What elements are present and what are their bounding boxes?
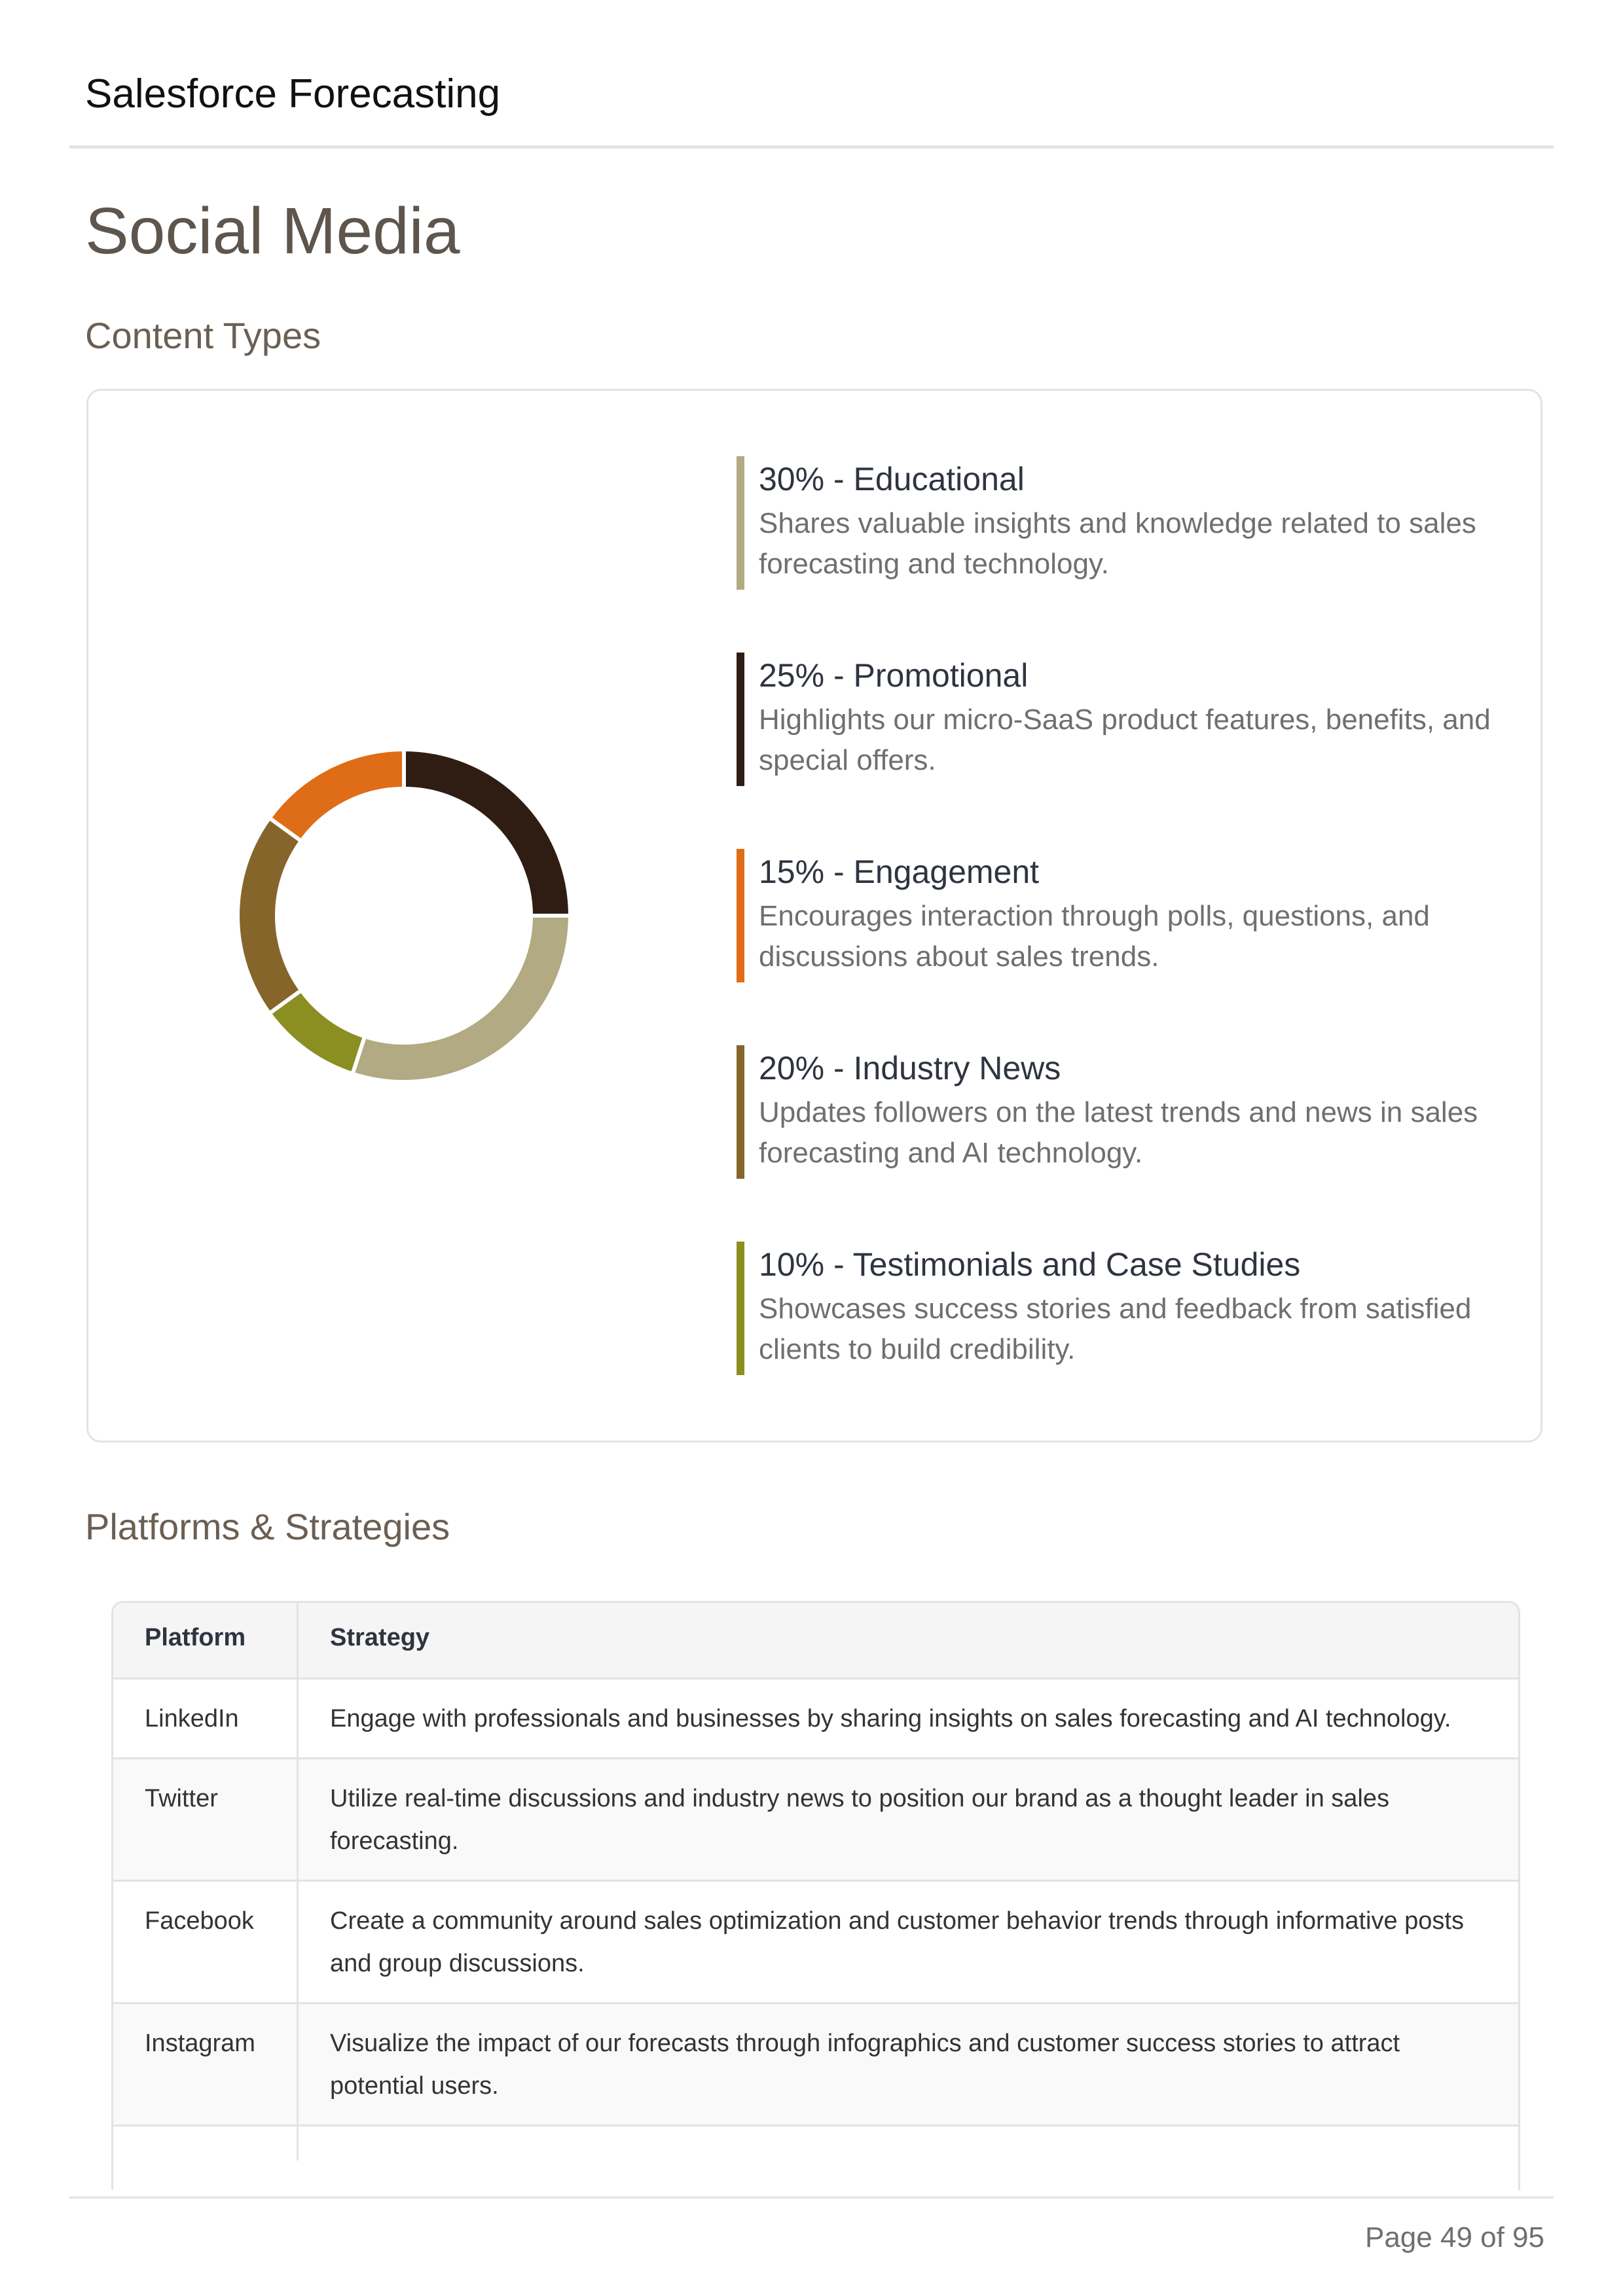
strategy-cell: Engage with professionals and businesses by sharing insights on sales forecasting and AI technology. <box>298 1679 1519 1759</box>
platform-cell: Twitter <box>113 1759 298 1881</box>
legend-color-bar <box>737 1242 744 1375</box>
legend-description: Encourages interaction through polls, questions, and discussions about sales trends. <box>759 900 1430 973</box>
empty-cell <box>298 2126 1519 2161</box>
legend-title: 20% - Industry News <box>759 1050 1061 1086</box>
empty-cell <box>113 2126 298 2161</box>
header-divider <box>69 145 1554 149</box>
legend-color-bar <box>737 653 744 786</box>
legend-item <box>737 1242 1522 1375</box>
page-number: Page 49 of 95 <box>1364 2221 1544 2253</box>
legend-color-bar <box>737 849 744 982</box>
page-title: Social Media <box>85 194 460 268</box>
table-row <box>113 2003 1518 2126</box>
footer-divider <box>69 2197 1554 2198</box>
platforms-table <box>111 1601 1520 2190</box>
donut-slice-educational <box>353 916 570 1082</box>
legend-title: 30% - Educational <box>759 461 1025 497</box>
content-types-card <box>86 389 1542 1443</box>
legend-title: 25% - Promotional <box>759 657 1029 694</box>
strategy-cell: Create a community around sales optimization and customer behavior trends through informative posts and group discussions. <box>298 1881 1519 2003</box>
legend-color-bar <box>737 456 744 590</box>
donut-slice-industry-news <box>238 818 301 1014</box>
legend-item <box>737 849 1522 982</box>
legend-description: Highlights our micro-SaaS product features, benefits, and special offers. <box>759 704 1491 776</box>
section-title-content-types: Content Types <box>85 315 321 356</box>
table-row <box>113 1679 1518 1759</box>
legend-item <box>737 456 1522 590</box>
table-row-continued <box>113 2126 1518 2161</box>
strategy-cell: Utilize real-time discussions and industry news to position our brand as a thought leader in sales forecasting. <box>298 1759 1519 1881</box>
document-header-title: Salesforce Forecasting <box>85 71 501 117</box>
legend-item <box>737 653 1522 786</box>
column-header-strategy: Strategy <box>298 1603 1519 1679</box>
legend-description: Updates followers on the latest trends and news in sales forecasting and AI technology. <box>759 1096 1478 1169</box>
legend-description: Shares valuable insights and knowledge related to sales forecasting and technology. <box>759 507 1476 580</box>
table-row <box>113 1881 1518 2003</box>
platform-cell: Facebook <box>113 1881 298 2003</box>
legend-item <box>737 1045 1522 1179</box>
platform-cell: Instagram <box>113 2003 298 2126</box>
table-header-row <box>113 1603 1518 1679</box>
legend-description: Showcases success stories and feedback from satisfied clients to build credibility. <box>759 1293 1472 1365</box>
donut-chart <box>226 738 582 1094</box>
table-row <box>113 1759 1518 1881</box>
donut-slice-engagement <box>270 749 404 841</box>
legend-title: 10% - Testimonials and Case Studies <box>759 1246 1301 1283</box>
section-title-platforms: Platforms & Strategies <box>85 1506 450 1547</box>
chart-legend <box>737 456 1522 1438</box>
donut-slice-promotional <box>404 749 570 916</box>
legend-title: 15% - Engagement <box>759 853 1040 890</box>
column-header-platform: Platform <box>113 1603 298 1679</box>
legend-color-bar <box>737 1045 744 1179</box>
platform-cell: LinkedIn <box>113 1679 298 1759</box>
strategy-cell: Visualize the impact of our forecasts through infographics and customer success stories to attract potential users. <box>298 2003 1519 2126</box>
